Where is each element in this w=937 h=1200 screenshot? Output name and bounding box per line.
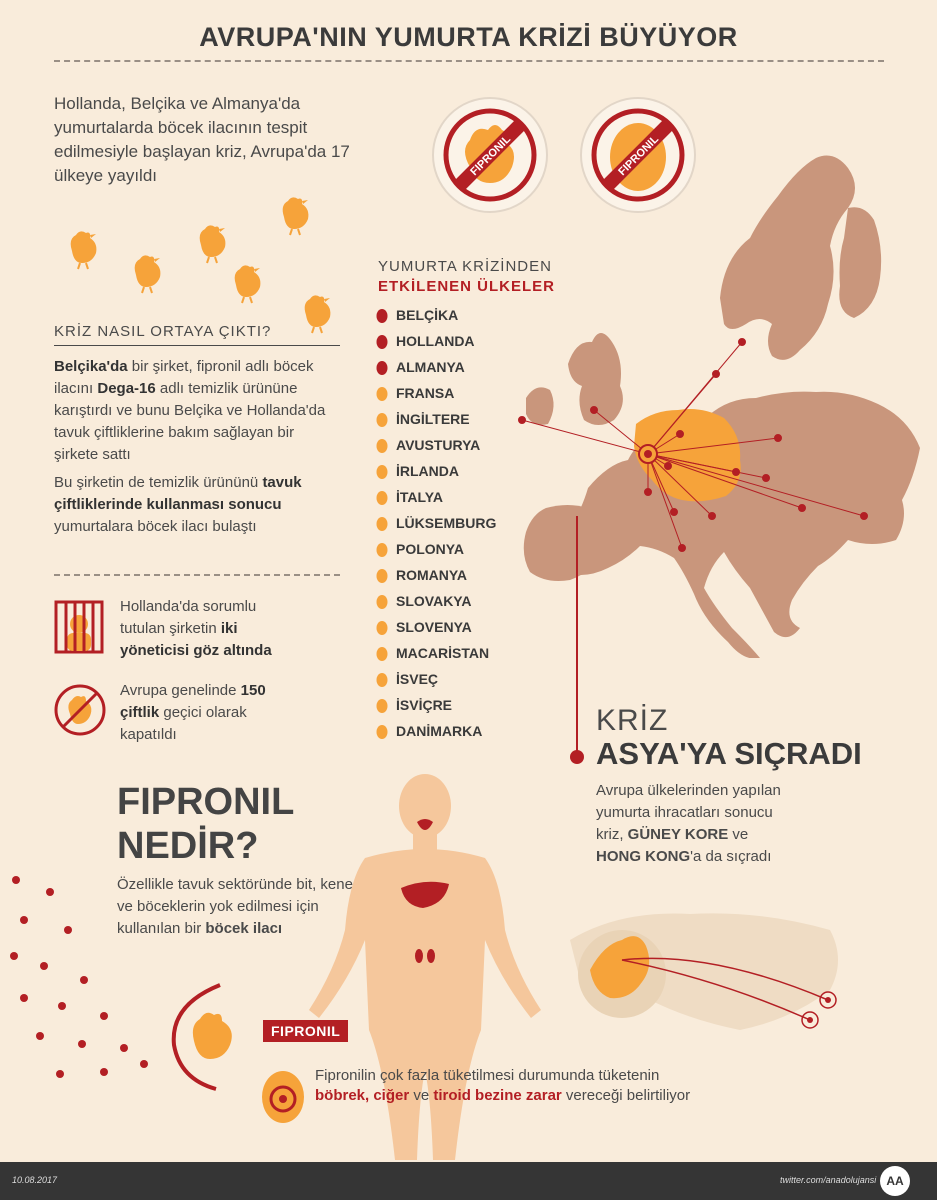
- mite-icon: [40, 962, 48, 970]
- mite-icon: [36, 1032, 44, 1040]
- mite-icon: [120, 1044, 128, 1052]
- mite-icon: [80, 976, 88, 984]
- text: yumurtalara böcek ilacı bulaştı: [54, 518, 257, 535]
- kidney-icon: [427, 949, 435, 963]
- text: Bu şirketin de temizlik ürününü: [54, 474, 263, 491]
- asia-connector-dot: [570, 750, 584, 764]
- text-bold: GÜNEY KORE: [627, 826, 729, 843]
- countries-list: [376, 302, 496, 744]
- intro-text: Hollanda, Belçika ve Almanya'da yumurtalarda böcek ilacının tespit edilmesiyle başlayan kriz, Avrupa'da 17 ülkeye yayıldı: [54, 94, 350, 185]
- country-item: [376, 380, 496, 406]
- text: Fipronilin çok fazla tüketilmesi durumunda tüketenin: [315, 1067, 660, 1084]
- egg-drop-icon: [376, 516, 388, 531]
- country-item: [376, 328, 496, 354]
- country-item: [376, 640, 496, 666]
- mite-icon: [46, 888, 54, 896]
- mite-icon: [10, 952, 18, 960]
- text: Avrupa genelinde: [120, 682, 241, 699]
- country-item: [376, 302, 496, 328]
- mite-icon: [78, 1040, 86, 1048]
- chicken-arc: [160, 975, 270, 1095]
- title-divider: [54, 60, 884, 62]
- country-item: [376, 588, 496, 614]
- how-paragraph-2: [54, 472, 334, 538]
- chicken-icon: [193, 1013, 232, 1059]
- country-item: [376, 484, 496, 510]
- country-name: AVUSTURYA: [396, 437, 481, 453]
- text: Hollanda'da sorumlu tutulan şirketin: [120, 598, 257, 637]
- chicken-icon: [71, 231, 97, 269]
- chicken-icon: [235, 265, 261, 303]
- page-title: AVRUPA'NIN YUMURTA KRİZİ BÜYÜYOR: [199, 22, 738, 52]
- country-item: [376, 718, 496, 744]
- cage-icon: [54, 598, 106, 656]
- country-name: SLOVAKYA: [396, 593, 472, 609]
- europe-map: [488, 128, 928, 658]
- asia-heading-1: KRİZ: [596, 704, 669, 737]
- egg-drop-icon: [376, 542, 388, 557]
- how-heading: KRİZ NASIL ORTAYA ÇIKTI?: [54, 323, 272, 340]
- world-map: [560, 900, 850, 1050]
- country-item: [376, 354, 496, 380]
- country-name: İNGİLTERE: [396, 411, 470, 427]
- text-red: böbrek, ciğer: [315, 1087, 410, 1104]
- text: bir şirket, fipronil adlı böcek ilacını: [54, 358, 314, 397]
- text-bold: HONG KONG: [596, 848, 691, 865]
- text: Avrupa ülkelerinden yapılan yumurta ihracatları sonucu kriz,: [596, 782, 781, 843]
- egg-drop-icon: [376, 646, 388, 661]
- banned-chicken-icon: [52, 682, 108, 738]
- text-red: tiroid bezine zarar: [433, 1087, 562, 1104]
- egg-drop-icon: [376, 464, 388, 479]
- text-bold: Dega-16: [97, 380, 156, 397]
- text: geçici olarak kapatıldı: [120, 704, 247, 743]
- country-item: [376, 614, 496, 640]
- asia-heading-2: ASYA'YA SIÇRADI: [596, 736, 862, 771]
- fipronil-heading-1: FIPRONIL: [117, 781, 295, 823]
- aa-logo: AA: [880, 1166, 910, 1196]
- country-name: POLONYA: [396, 541, 464, 557]
- egg-drop-icon: [376, 672, 388, 687]
- country-name: İSVİÇRE: [396, 697, 453, 713]
- mite-icon: [20, 994, 28, 1002]
- country-item: [376, 562, 496, 588]
- chicken-icon: [200, 225, 226, 263]
- country-name: FRANSA: [396, 385, 455, 401]
- country-name: DANİMARKA: [396, 723, 483, 739]
- asia-text: [596, 780, 786, 868]
- country-name: ROMANYA: [396, 567, 468, 583]
- badge-text-1: FIPRONIL: [468, 133, 514, 179]
- kidney-icon: [415, 949, 423, 963]
- country-name: MACARİSTAN: [396, 645, 490, 661]
- mite-icon: [58, 1002, 66, 1010]
- how-paragraph-1: [54, 356, 339, 466]
- fipronil-heading: [117, 780, 294, 868]
- country-name: BELÇİKA: [396, 307, 459, 323]
- text-bold: tavuk çiftliklerinde kullanması sonucu: [54, 474, 302, 513]
- country-name: SLOVENYA: [396, 619, 472, 635]
- text-bold: Belçika'da: [54, 358, 128, 375]
- text: adlı temizlik ürününe karıştırdı ve bunu Belçika ve Hollanda'da tavuk çiftliklerine bakım sağlayan bir şirkete sattı: [54, 380, 326, 463]
- country-name: LÜKSEMBURG: [396, 515, 497, 531]
- chicken-icon: [283, 197, 309, 235]
- mite-icon: [64, 926, 72, 934]
- country-item: [376, 692, 496, 718]
- mite-group: [4, 868, 169, 1088]
- egg-drop-icon: [376, 308, 388, 323]
- country-name: İSVEÇ: [396, 671, 439, 687]
- mite-icon: [140, 1060, 148, 1068]
- text: vereceği belirtiliyor: [561, 1087, 691, 1104]
- text: 'a da sıçradı: [690, 848, 772, 865]
- fipronil-badge: FIPRONIL: [263, 1020, 348, 1042]
- section-divider: [54, 574, 340, 576]
- egg-drop-icon: [376, 360, 388, 375]
- mite-icon: [20, 916, 28, 924]
- badge-text-2: FIPRONIL: [616, 133, 662, 179]
- text: Özellikle tavuk sektöründe bit, kene ve böceklerin yok edilmesi için kullanılan bir: [117, 876, 353, 937]
- text-bold: böcek ilacı: [205, 920, 283, 937]
- egg-drop-icon: [376, 594, 388, 609]
- egg-drop-icon: [376, 724, 388, 739]
- footer-twitter[interactable]: twitter.com/anadolujansi: [780, 1175, 877, 1185]
- country-item: [376, 666, 496, 692]
- country-item: [376, 510, 496, 536]
- fact-2: [120, 680, 300, 746]
- mite-icon: [12, 876, 20, 884]
- egg-drop-icon: [376, 386, 388, 401]
- egg-drop-icon: [376, 620, 388, 635]
- countries-heading-1: YUMURTA KRİZİNDEN: [378, 258, 552, 275]
- egg-drop-icon: [376, 438, 388, 453]
- fipronil-warning: [315, 1066, 695, 1106]
- country-item: [376, 406, 496, 432]
- fipronil-heading-2: NEDİR?: [117, 825, 259, 867]
- how-divider: [54, 345, 340, 346]
- egg-drop-icon: [376, 490, 388, 505]
- country-name: HOLLANDA: [396, 333, 475, 349]
- countries-heading-2: ETKİLENEN ÜLKELER: [378, 278, 556, 295]
- country-name: İTALYA: [396, 489, 443, 505]
- text-bold: 150 çiftlik: [120, 682, 266, 721]
- text: ve: [409, 1087, 434, 1104]
- text-bold: iki yöneticisi göz altında: [120, 620, 272, 659]
- chicken-group: [60, 185, 350, 335]
- egg-drop-icon: [376, 412, 388, 427]
- fact-1: [120, 596, 300, 662]
- biohazard-egg-icon: [260, 1066, 306, 1124]
- country-item: [376, 432, 496, 458]
- chicken-icon: [135, 255, 161, 293]
- country-item: [376, 536, 496, 562]
- mite-icon: [100, 1068, 108, 1076]
- country-item: [376, 458, 496, 484]
- chicken-icon: [305, 295, 331, 333]
- country-name: ALMANYA: [396, 359, 465, 375]
- egg-drop-icon: [376, 698, 388, 713]
- egg-drop-icon: [376, 334, 388, 349]
- egg-drop-icon: [376, 568, 388, 583]
- asia-connector-line: [576, 516, 578, 758]
- mite-icon: [56, 1070, 64, 1078]
- mite-icon: [100, 1012, 108, 1020]
- text: ve: [728, 826, 749, 843]
- footer-date: 10.08.2017: [12, 1175, 58, 1185]
- country-name: İRLANDA: [396, 463, 459, 479]
